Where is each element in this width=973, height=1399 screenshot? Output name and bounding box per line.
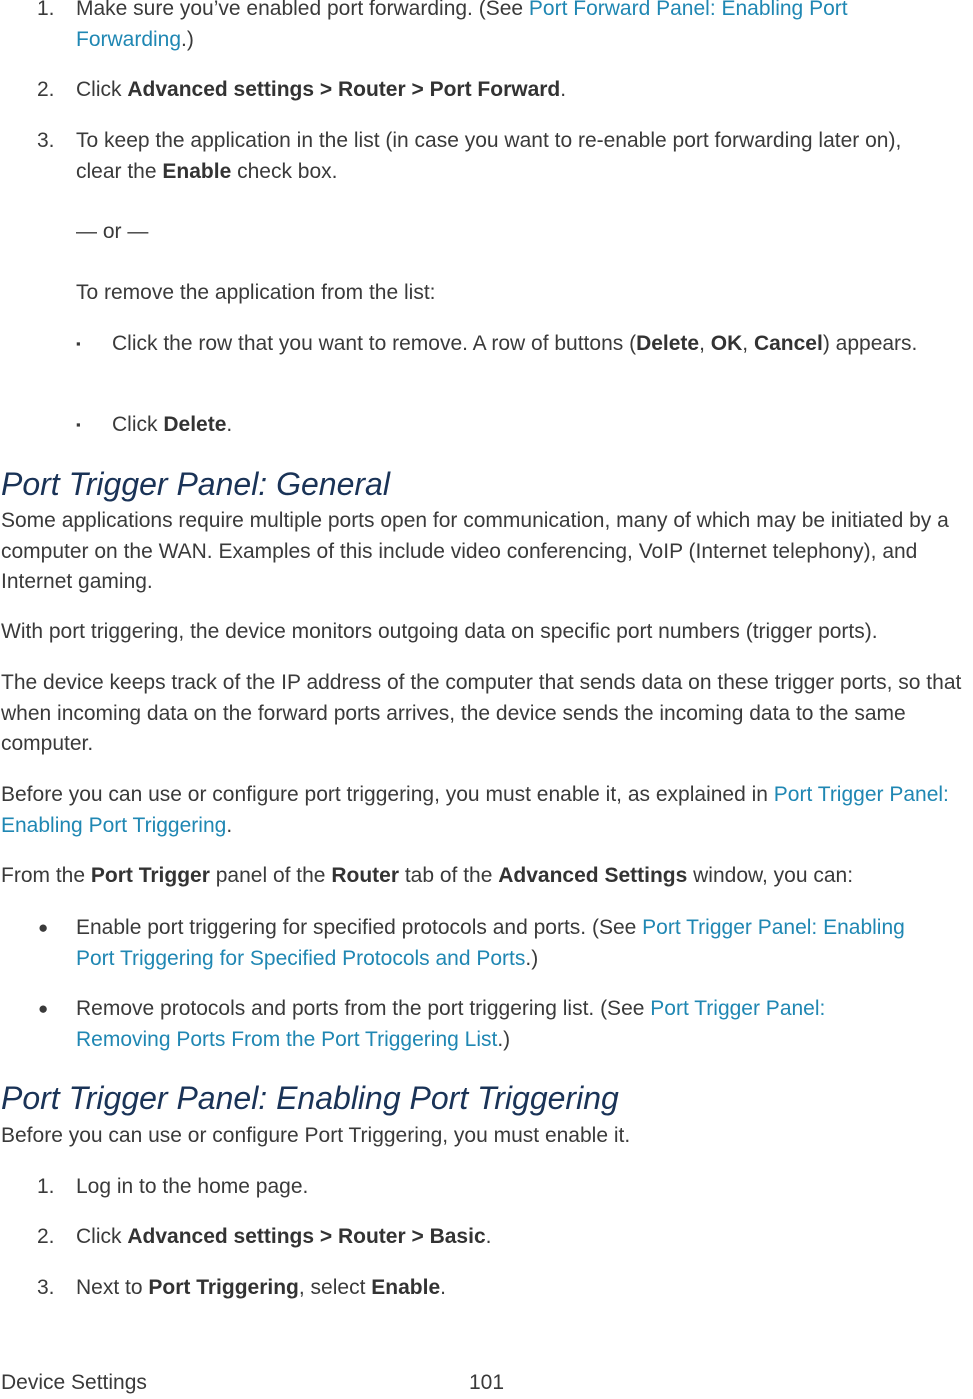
list-number: 3.: [37, 1276, 55, 1299]
list-number: 3.: [37, 129, 55, 152]
remove-intro: To remove the application from the list:: [76, 281, 436, 304]
round-bullet-icon: ●: [38, 918, 49, 937]
link-port-trigger-removing[interactable]: Port Trigger Panel: Removing Ports From the Port Triggering List: [76, 997, 826, 1051]
bullet-item: Remove protocols and ports from the port triggering list. (See Port Trigger Panel: Removing Ports From the Port Triggering List.): [76, 997, 826, 1051]
paragraph: The device keeps track of the IP address of the computer that sends data on these trigger ports, so that when incoming data on the forward ports arrives, the device sends the incoming data to the same computer.: [1, 671, 962, 755]
list-item: Click Advanced settings > Router > Port Forward.: [76, 78, 567, 101]
sub-list-item: Click the row that you want to remove. A row of buttons (Delete, OK, Cancel) appears.: [112, 332, 918, 355]
list-number: 2.: [37, 78, 55, 101]
bullet-item: Enable port triggering for specified protocols and ports. (See Port Trigger Panel: Enabling Port Triggering for Specified Protocols and Ports.): [76, 916, 905, 970]
round-bullet-icon: ●: [38, 999, 49, 1018]
list-item: Click Advanced settings > Router > Basic.: [76, 1225, 492, 1248]
paragraph: Some applications require multiple ports open for communication, many of which may be initiated by a computer on the WAN. Examples of this include video conferencing, VoIP (Internet telephony), and Internet gaming.: [1, 509, 949, 593]
link-port-trigger-specified[interactable]: Port Trigger Panel: Enabling Port Triggering for Specified Protocols and Ports: [76, 916, 905, 970]
paragraph: Before you can use or configure port triggering, you must enable it, as explained in Port Trigger Panel: Enabling Port Triggering.: [1, 783, 949, 837]
link-port-forward-enabling[interactable]: Port Forward Panel: Enabling Port Forwarding: [76, 0, 848, 51]
list-item: Next to Port Triggering, select Enable.: [76, 1276, 446, 1299]
or-separator: — or —: [76, 220, 149, 243]
section-heading-general: Port Trigger Panel: General: [1, 466, 390, 502]
list-item: To keep the application in the list (in case you want to re-enable port forwarding later on), clear the Enable check box.: [76, 129, 902, 183]
square-bullet-icon: ▪: [76, 417, 81, 432]
page-number: 101: [469, 1371, 505, 1394]
list-number: 1.: [37, 1175, 55, 1198]
list-number: 2.: [37, 1225, 55, 1248]
sub-list-item: Click Delete.: [112, 413, 233, 436]
list-number: 1.: [37, 0, 55, 20]
section-heading-enabling: Port Trigger Panel: Enabling Port Triggering: [1, 1080, 619, 1116]
square-bullet-icon: ▪: [76, 336, 81, 351]
footer-title: Device Settings: [1, 1371, 147, 1394]
list-item: Log in to the home page.: [76, 1175, 309, 1198]
paragraph: From the Port Trigger panel of the Router tab of the Advanced Settings window, you can:: [1, 864, 854, 887]
paragraph: With port triggering, the device monitors outgoing data on specific port numbers (trigger ports).: [1, 620, 878, 643]
link-port-trigger-enabling[interactable]: Port Trigger Panel: Enabling Port Triggering: [1, 783, 949, 837]
paragraph: Before you can use or configure Port Triggering, you must enable it.: [1, 1124, 631, 1147]
list-item: Make sure you’ve enabled port forwarding. (See Port Forward Panel: Enabling Port Forwarding.): [76, 0, 966, 55]
